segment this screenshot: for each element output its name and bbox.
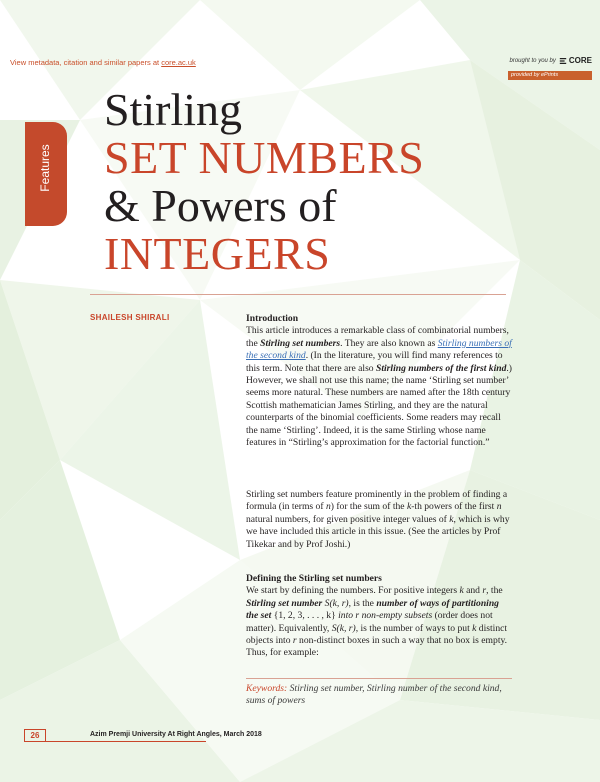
- title-line-4: INTEGERS: [104, 228, 331, 279]
- journal-footer: Azim Premji University At Right Angles, March 2018: [90, 731, 262, 738]
- sum-of-powers-paragraph: Stirling set numbers feature prominently in the problem of finding a formula (in terms of n) for the sum of the k-th powers of the first n natural numbers, for given positive integer values of k, which is why we have included this article in this issue. (See the articles by Prof Tikekar and by Prof Joshi.): [246, 489, 510, 550]
- keywords-divider: [246, 678, 512, 679]
- keywords-label: Keywords:: [246, 683, 288, 694]
- keywords-text: Stirling set number, Stirling number of the second kind, sums of powers: [246, 683, 502, 707]
- definition-heading: Defining the Stirling set numbers: [246, 573, 382, 584]
- title-line-2: SET NUMBERS: [104, 132, 425, 183]
- keywords: [246, 683, 512, 708]
- page-number: 26: [24, 729, 46, 742]
- definition-paragraph: We start by defining the numbers. For positive integers k and r, the Stirling set number S(k, r), is the number of ways of partitioning the set {1, 2, 3, . . . , k} into r non-empty subsets (order does not matter). Equivalently, S(k, r), is the number of ways to put k distinct objects into r non-distinct boxes in such a way that no box is empty. Thus, for example:: [246, 585, 508, 659]
- article-title: [104, 86, 424, 278]
- provided-by-badge[interactable]: provided by ePrints: [508, 71, 592, 80]
- footer-rule: [46, 741, 206, 742]
- introduction-paragraph: This article introduces a remarkable class of combinatorial numbers, the Stirling set numbers. They are also known as Stirling numbers of the second kind. (In the literature, you will find many references to this term. Note that there are also Stirling numbers of the first kind.) However, we shall not use this name; the name ‘Stirling set number’ seems more natural. These numbers are named after the 18th century Scottish mathematician James Stirling, and they are the natural counterparts of the binomial coefficients. Some readers may recall the name ‘Stirling’. Indeed, it is the same Stirling whose name features in “Stirling’s approximation for the factorial function.”: [246, 325, 512, 449]
- stirling-second-kind-link[interactable]: Stirling numbers of the second kind: [246, 337, 512, 362]
- author-name: SHAILESH SHIRALI: [90, 313, 170, 322]
- core-logo-icon: [559, 57, 567, 65]
- title-divider: [90, 294, 506, 295]
- core-branding: brought to you by CORE: [509, 56, 592, 65]
- core-logo[interactable]: CORE: [559, 56, 592, 65]
- core-metadata-link[interactable]: View metadata, citation and similar papers at core.ac.uk: [10, 58, 196, 67]
- section-tab-label: Features: [38, 144, 52, 192]
- introduction-section: [246, 313, 512, 449]
- title-line-3: & Powers of: [104, 180, 337, 231]
- title-line-1: Stirling: [104, 84, 243, 135]
- definition-section: [246, 573, 512, 660]
- core-url[interactable]: core.ac.uk: [161, 58, 196, 67]
- introduction-heading: Introduction: [246, 313, 299, 324]
